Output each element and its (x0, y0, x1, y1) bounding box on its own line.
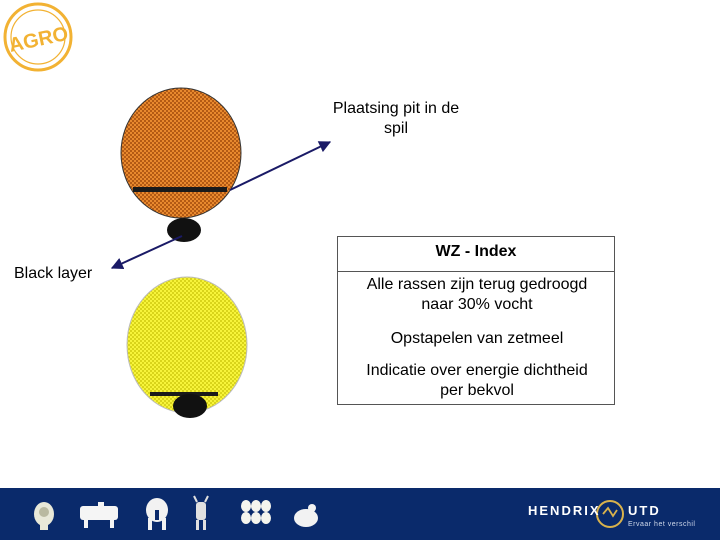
agro-logo (5, 4, 71, 70)
kernel-top (121, 88, 241, 242)
cow-icon (146, 498, 168, 530)
footer-tagline: Ervaar het verschil (628, 521, 696, 528)
pig-icon (294, 504, 318, 527)
kernel-top-tip (167, 218, 201, 242)
sheep-icon (34, 502, 54, 530)
info-item-3-line1: Indicatie over energie dichtheid (366, 362, 588, 379)
info-item-1 (344, 275, 610, 315)
feeder-icon (80, 502, 118, 528)
kernel-top-line (133, 187, 227, 192)
wz-index-title: WZ - Index (338, 237, 614, 272)
info-item-1-line1: Alle rassen zijn terug gedroogd (366, 276, 588, 293)
hendrix-emblem-icon (597, 501, 623, 527)
placement-label-line2: spil (383, 120, 408, 137)
info-item-1-line2: naar 30% vocht (421, 296, 533, 313)
kernel-bottom (127, 277, 247, 418)
agro-logo-text: AGRO (6, 22, 71, 57)
wz-index-box (337, 236, 615, 405)
footer-brand-right: UTD (628, 503, 661, 518)
footer-icons (0, 488, 720, 540)
info-item-2-line1: Opstapelen van zetmeel (390, 330, 564, 347)
kernel-bottom-tip (173, 394, 207, 418)
eggs-icon (241, 500, 271, 524)
placement-label-line1: Plaatsing pit in de (332, 100, 460, 117)
info-item-2 (344, 329, 610, 349)
placement-label (306, 99, 486, 139)
footer-brand-left: HENDRIX (528, 503, 601, 518)
black-layer-label: Black layer (14, 265, 93, 282)
goat-icon (194, 496, 208, 530)
placement-arrow (230, 142, 330, 190)
info-item-3-line2: per bekvol (440, 382, 514, 399)
info-item-3 (344, 361, 610, 401)
